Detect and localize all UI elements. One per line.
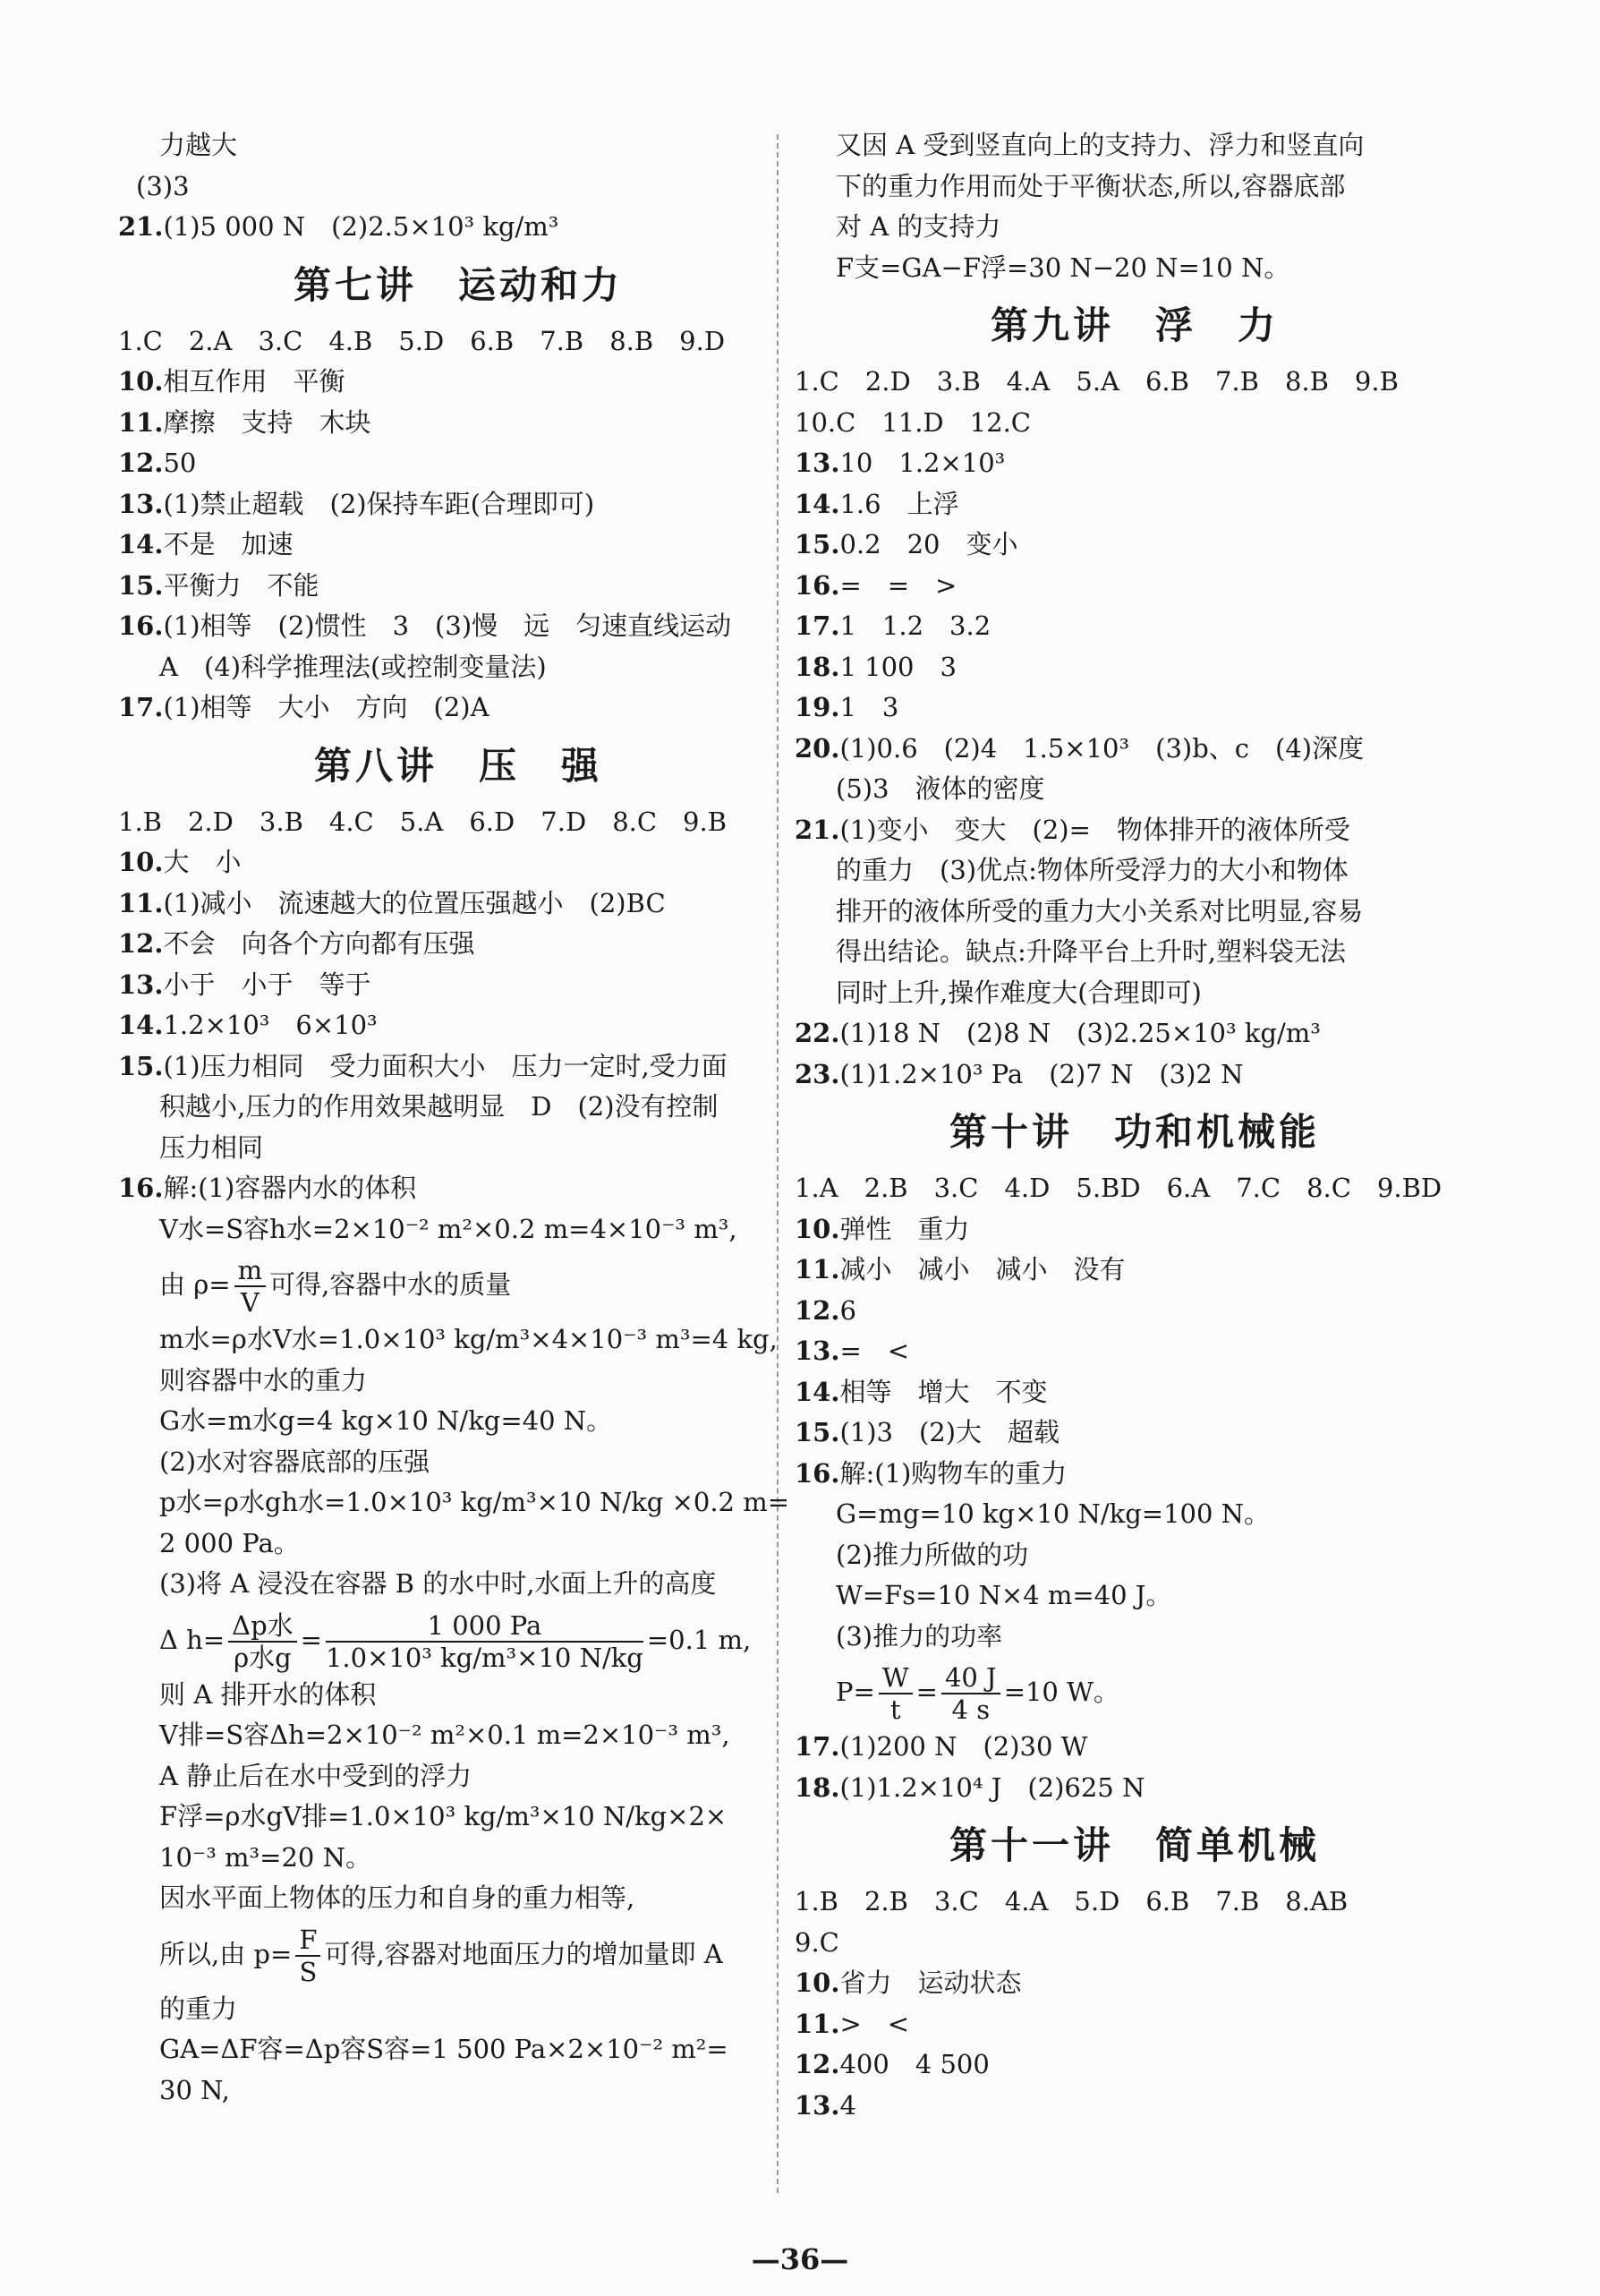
answer-line	[795, 1054, 1475, 1096]
question-number: 18.	[795, 651, 840, 682]
answer-line	[118, 1401, 798, 1442]
answer-line	[795, 606, 1475, 647]
question-number: 11.	[795, 1254, 840, 1285]
fraction-dp-over-rhog: $\frac{\text{Δp水}}{\text{ρ水g}}$	[228, 1610, 297, 1673]
answer-line	[795, 1882, 1475, 1923]
answer-text: V排=S容Δh=2×10⁻² m²×0.1 m=2×10⁻³ m³,	[159, 1720, 730, 1750]
answer-line	[795, 2004, 1475, 2045]
answer-line	[795, 892, 1475, 933]
question-number: 12.	[795, 2049, 840, 2079]
answer-text: A (4)科学推理法(或控制变量法)	[159, 651, 547, 682]
answer-line	[795, 1168, 1475, 1209]
answer-line	[795, 1454, 1475, 1495]
answer-line	[118, 1046, 798, 1088]
answer-text: 1.B 2.D 3.B 4.C 5.A 6.D 7.D 8.C 9.B	[118, 806, 728, 837]
question-number: 21.	[118, 211, 164, 242]
answer-text: A 静止后在水中受到的浮力	[159, 1760, 472, 1791]
answer-line	[118, 1209, 798, 1250]
answer-line	[795, 1535, 1475, 1576]
left-top-block	[118, 125, 798, 248]
answer-line	[795, 850, 1475, 892]
answer-line	[795, 207, 1475, 248]
question-number: 16.	[795, 569, 840, 601]
answer-line	[118, 924, 798, 965]
question-number: 14.	[118, 529, 164, 559]
height-rise-formula-line: Δ h= $\frac{\text{Δp水}}{\text{ρ水g}}$ = $\frac{1 000 Pa}{\text{1.0×10³ kg/m³×10 N/kg}}$ =0.1 m,	[159, 1609, 752, 1673]
answer-text: m水=ρ水V水=1.0×10³ kg/m³×4×10⁻³ m³=4 kg,	[159, 1324, 778, 1354]
fraction-w-over-t: $\frac{W}{t}$	[879, 1662, 913, 1725]
answer-text: (1)变小 变大 (2)= 物体排开的液体所受	[839, 814, 1350, 845]
answer-text: 0.2 20 变小	[839, 529, 1018, 559]
answer-text: 省力 运动状态	[839, 1967, 1022, 1998]
answer-line	[118, 1482, 798, 1524]
answer-text: (1)200 N (2)30 W	[839, 1731, 1088, 1762]
answer-line	[118, 1564, 798, 1605]
question-number: 20.	[795, 732, 840, 764]
page-number: —36—	[751, 2242, 849, 2276]
question-number: 19.	[795, 692, 840, 722]
question-number: 15.	[795, 529, 840, 559]
answer-line	[795, 484, 1475, 525]
answer-text: 解:(1)容器内水的体积	[163, 1173, 417, 1203]
section-title-lecture-9: 第九讲 浮 力	[990, 303, 1279, 347]
lecture-10-answers-part-2	[795, 1727, 1475, 1808]
answer-line	[795, 729, 1475, 770]
lecture-11-answers	[795, 1882, 1475, 2126]
answer-line	[795, 2086, 1475, 2127]
answer-text: 50	[163, 448, 197, 478]
answer-text: 相互作用 平衡	[163, 366, 345, 397]
fraction-f-over-s: $\frac{F}{S}$	[295, 1925, 320, 1987]
answer-text: 对 A 的支持力	[836, 211, 1001, 242]
answer-text: = = >	[839, 569, 957, 601]
question-number: 14.	[795, 488, 840, 519]
answer-line	[118, 484, 798, 525]
answer-line	[795, 810, 1475, 851]
answer-text: 1.6 上浮	[839, 488, 959, 519]
answer-line	[795, 687, 1475, 729]
question-number: 11.	[118, 406, 164, 438]
answer-text: p水=ρ水gh水=1.0×10³ kg/m³×10 N/kg ×0.2 m=	[159, 1487, 790, 1517]
answer-text: 不会 向各个方向都有压强	[163, 928, 475, 959]
answer-line	[118, 687, 798, 729]
answer-line	[118, 1675, 798, 1716]
answer-line	[118, 1319, 798, 1361]
answer-text: 则容器中水的重力	[159, 1364, 368, 1396]
question-number: 15.	[118, 569, 164, 601]
answer-text: 9.C	[795, 1926, 839, 1958]
answer-text: G=mg=10 kg×10 N/kg=100 N。	[836, 1498, 1271, 1529]
answer-line	[795, 1617, 1475, 1658]
question-number: 13.	[795, 448, 840, 478]
answer-text: (1)0.6 (2)4 1.5×10³ (3)b、c (4)深度	[839, 732, 1365, 764]
answer-line	[795, 1209, 1475, 1250]
answer-text: (1)1.2×10⁴ J (2)625 N	[839, 1771, 1145, 1803]
fraction-m-over-v: $\frac{m}{V}$	[234, 1255, 267, 1318]
answer-text: 1.B 2.B 3.C 4.A 5.D 6.B 7.B 8.AB	[795, 1886, 1349, 1916]
answer-text: 又因 A 受到竖直向上的支持力、浮力和竖直向	[836, 130, 1365, 160]
answer-text: 因水平面上物体的压力和自身的重力相等,	[159, 1882, 635, 1913]
answer-line	[118, 525, 798, 566]
answer-text: 则 A 排开水的体积	[159, 1678, 377, 1710]
answer-text: 解:(1)购物车的重力	[839, 1457, 1068, 1489]
question-number: 17.	[118, 692, 164, 722]
answer-text: 弹性 重力	[839, 1213, 970, 1244]
answer-line	[118, 1361, 798, 1402]
answer-text: 积越小,压力的作用效果越明显 D (2)没有控制	[159, 1091, 719, 1122]
question-number: 16.	[118, 610, 164, 641]
answer-text: (1)相等 大小 方向 (2)A	[163, 692, 489, 722]
pressure-formula-line: 所以,由 p= $\frac{F}{S}$ 可得,容器对地面压力的增加量即 A	[159, 1924, 723, 1987]
answer-line	[795, 403, 1475, 444]
answer-text: (3)将 A 浸没在容器 B 的水中时,水面上升的高度	[159, 1568, 717, 1599]
answer-line	[118, 362, 798, 403]
answer-text: > <	[839, 2008, 910, 2039]
answer-line	[795, 125, 1475, 166]
lecture-8-solution-part-2	[118, 1675, 798, 1919]
question-number: 11.	[118, 887, 164, 918]
answer-text: 同时上升,操作难度大(合理即可)	[836, 977, 1202, 1008]
answer-line	[118, 321, 798, 363]
answer-text: G水=m水g=4 kg×10 N/kg=40 N。	[159, 1405, 613, 1436]
answer-line	[118, 1878, 798, 1919]
answer-line	[118, 1524, 798, 1565]
question-number: 10.	[795, 1967, 840, 1998]
question-number: 21.	[795, 814, 840, 845]
question-number: 16.	[795, 1457, 840, 1489]
question-number: 16.	[118, 1173, 164, 1203]
right-top-block	[795, 125, 1475, 288]
answer-line	[118, 606, 798, 647]
section-title-lecture-10: 第十讲 功和机械能	[949, 1110, 1320, 1154]
answer-text: (1)3 (2)大 超载	[839, 1417, 1060, 1447]
answer-line	[118, 883, 798, 925]
answer-text: 400 4 500	[839, 2049, 990, 2079]
answer-text: 1.2×10³ 6×10³	[163, 1010, 378, 1040]
answer-line	[118, 403, 798, 444]
answer-line	[795, 443, 1475, 484]
power-formula-line: P= $\frac{W}{t}$ = $\frac{40 J}{4 s}$ =10 W。	[836, 1662, 1119, 1725]
answer-text: 摩擦 支持 木块	[163, 406, 371, 438]
answer-line	[118, 2070, 798, 2112]
answer-text: (2)推力所做的功	[836, 1539, 1029, 1570]
answer-text: (1)5 000 N (2)2.5×10³ kg/m³	[163, 211, 559, 242]
section-title-lecture-8: 第八讲 压 强	[313, 743, 602, 788]
answer-text: 1 100 3	[839, 651, 957, 682]
fraction-height-value: $\frac{1 000 Pa}{\text{1.0×10³ kg/m³×10 N/kg}}$	[325, 1609, 643, 1673]
left-column	[118, 125, 798, 2111]
answer-line	[795, 1494, 1475, 1535]
answer-text: 排开的液体所受的重力大小关系对比明显,容易	[836, 895, 1364, 926]
answer-text: 减小 减小 减小 没有	[839, 1254, 1126, 1285]
answer-line	[795, 166, 1475, 208]
question-number: 23.	[795, 1058, 840, 1089]
answer-line	[118, 207, 798, 248]
answer-text: 10 1.2×10³	[839, 448, 1006, 478]
answer-line	[795, 647, 1475, 688]
answer-text: V水=S容h水=2×10⁻² m²×0.2 m=4×10⁻³ m³,	[159, 1213, 737, 1244]
answer-line	[118, 1989, 798, 2030]
answer-text: 1 3	[839, 692, 899, 722]
lecture-10-answers	[795, 1168, 1475, 1657]
question-number: 10.	[118, 366, 164, 397]
lecture-8-answers	[118, 802, 798, 1250]
answer-line	[118, 1797, 798, 1838]
section-title-lecture-11: 第十一讲 简单机械	[949, 1823, 1320, 1867]
answer-line	[118, 166, 798, 208]
answer-line	[795, 1372, 1475, 1413]
answer-text: 1.C 2.D 3.B 4.A 5.A 6.B 7.B 8.B 9.B	[795, 366, 1399, 397]
answer-text: (3)3	[136, 170, 190, 201]
answer-text: 的重力	[159, 1993, 238, 2024]
lecture-8-solution-part-3	[118, 1989, 798, 2112]
answer-line	[795, 932, 1475, 973]
question-number: 13.	[795, 2089, 840, 2121]
answer-text: 相等 增大 不变	[839, 1376, 1048, 1407]
answer-text: GA=ΔF容=Δp容S容=1 500 Pa×2×10⁻² m²=	[159, 2034, 728, 2064]
answer-text: 30 N,	[159, 2074, 230, 2105]
answer-text: F浮=ρ水gV排=1.0×10³ kg/m³×10 N/kg×2×	[159, 1801, 728, 1831]
question-number: 14.	[118, 1010, 164, 1040]
answer-text: (3)推力的功率	[836, 1620, 1003, 1652]
answer-line	[795, 362, 1475, 403]
answer-text: = <	[839, 1336, 910, 1366]
question-number: 14.	[795, 1376, 840, 1407]
lecture-7-answers	[118, 321, 798, 729]
answer-text: W=Fs=10 N×4 m=40 J。	[836, 1580, 1172, 1610]
answer-line	[795, 1291, 1475, 1332]
question-number: 10.	[118, 847, 164, 877]
question-number: 15.	[795, 1417, 840, 1447]
answer-line	[795, 769, 1475, 810]
question-number: 15.	[118, 1050, 164, 1081]
question-number: 17.	[795, 610, 840, 641]
answer-text: (5)3 液体的密度	[836, 773, 1045, 804]
answer-line	[118, 647, 798, 688]
answer-line	[118, 2029, 798, 2070]
answer-line	[795, 1963, 1475, 2004]
answer-line	[795, 248, 1475, 289]
answer-text: 小于 小于 等于	[163, 969, 371, 1000]
question-number: 12.	[118, 448, 164, 478]
answer-text: 4	[839, 2089, 856, 2121]
answer-text: (1)相等 (2)惯性 3 (3)慢 远 匀速直线运动	[163, 610, 732, 641]
lecture-8-solution-part-1	[118, 1319, 798, 1605]
answer-line	[118, 443, 798, 484]
answer-text: 2 000 Pa。	[159, 1527, 300, 1558]
answer-line	[795, 973, 1475, 1014]
answer-text: (2)水对容器底部的压强	[159, 1446, 430, 1477]
answer-text: 得出结论。缺点:升降平台上升时,塑料袋无法	[836, 936, 1346, 967]
question-number: 10.	[795, 1213, 840, 1244]
question-number: 13.	[795, 1336, 840, 1366]
answer-line	[795, 1013, 1475, 1054]
answer-line	[795, 1768, 1475, 1809]
answer-line	[118, 1168, 798, 1209]
answer-line	[118, 1838, 798, 1879]
question-number: 12.	[795, 1294, 840, 1326]
answer-text: F支=GA−F浮=30 N−20 N=10 N。	[836, 252, 1290, 283]
answer-line	[118, 1442, 798, 1483]
answer-line	[795, 1413, 1475, 1454]
right-column	[795, 125, 1475, 2126]
fraction-power-value: $\frac{40 J}{4 s}$	[941, 1662, 1000, 1725]
answer-text: (1)18 N (2)8 N (3)2.25×10³ kg/m³	[839, 1018, 1321, 1048]
answer-text: (1)禁止超载 (2)保持车距(合理即可)	[163, 488, 595, 519]
answer-text: 力越大	[159, 130, 238, 160]
answer-text: 压力相同	[159, 1131, 264, 1163]
answer-line	[118, 1005, 798, 1046]
answer-text: 1 1.2 3.2	[839, 610, 991, 641]
answer-text: 不是 加速	[163, 529, 294, 559]
answer-line	[118, 965, 798, 1006]
answer-line	[795, 1727, 1475, 1768]
answer-text: 大 小	[163, 847, 242, 877]
question-number: 22.	[795, 1018, 840, 1048]
answer-line	[795, 1923, 1475, 1964]
answer-text: 6	[839, 1294, 856, 1326]
answer-text: 下的重力作用而处于平衡状态,所以,容器底部	[836, 170, 1346, 201]
answer-text: (1)压力相同 受力面积大小 压力一定时,受力面	[163, 1050, 728, 1081]
lecture-9-answers	[795, 362, 1475, 1095]
question-number: 13.	[118, 969, 164, 1000]
answer-line	[795, 1331, 1475, 1372]
answer-text: (1)1.2×10³ Pa (2)7 N (3)2 N	[839, 1058, 1244, 1089]
answer-line	[118, 802, 798, 843]
answer-text: 平衡力 不能	[163, 569, 319, 601]
answer-line	[118, 1715, 798, 1756]
answer-line	[795, 1250, 1475, 1291]
answer-line	[118, 125, 798, 166]
question-number: 12.	[118, 928, 164, 959]
answer-line	[795, 1575, 1475, 1617]
answer-line	[118, 566, 798, 607]
answer-text: 1.C 2.A 3.C 4.B 5.D 6.B 7.B 8.B 9.D	[118, 325, 726, 356]
answer-line	[795, 566, 1475, 607]
answer-text: 10.C 11.D 12.C	[795, 406, 1031, 438]
question-number: 18.	[795, 1771, 840, 1803]
answer-line	[795, 2044, 1475, 2086]
section-title-lecture-7: 第七讲 运动和力	[293, 262, 623, 307]
question-number: 17.	[795, 1731, 840, 1762]
answer-text: 的重力 (3)优点:物体所受浮力的大小和物体	[836, 855, 1349, 885]
density-formula-line: 由 ρ= $\frac{m}{V}$ 可得,容器中水的质量	[159, 1255, 512, 1318]
answer-text: (1)减小 流速越大的位置压强越小 (2)BC	[163, 887, 666, 918]
answer-line	[118, 842, 798, 883]
answer-line	[118, 1756, 798, 1797]
answer-line	[795, 525, 1475, 566]
answer-line	[118, 1087, 798, 1128]
question-number: 13.	[118, 488, 164, 519]
answer-text: 1.A 2.B 3.C 4.D 5.BD 6.A 7.C 8.C 9.BD	[795, 1173, 1443, 1203]
question-number: 11.	[795, 2008, 840, 2039]
answer-text: 10⁻³ m³=20 N。	[159, 1841, 371, 1873]
answer-line	[118, 1128, 798, 1169]
